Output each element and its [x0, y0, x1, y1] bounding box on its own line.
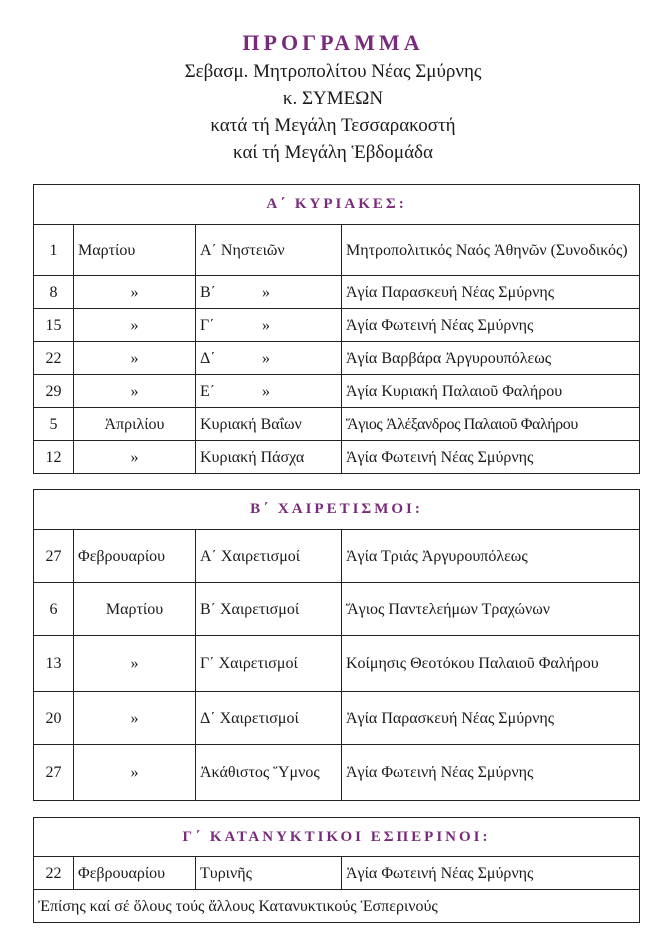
vespers-note: Ἐπίσης καί σέ ὅλους τούς ἄλλους Κατανυκτικούς Ἑσπερινούς [34, 890, 640, 923]
table-row [34, 692, 640, 745]
subtitle-line-4: καί τή Μεγάλη Ἑβδομάδα [233, 142, 433, 163]
day-cell: 27 [34, 745, 74, 801]
month-cell: » [74, 276, 196, 309]
salutations-table [33, 489, 640, 801]
day-cell: 12 [34, 441, 74, 474]
day-cell: 22 [34, 857, 74, 890]
service-cell: Β΄ Χαιρετισμοί [196, 583, 342, 636]
section-heading-row [34, 818, 640, 857]
ditto-mark: » [262, 283, 270, 301]
service-cell [196, 342, 342, 375]
month-cell: Μαρτίου [74, 225, 196, 276]
service-ordinal: Β΄ [200, 283, 216, 301]
place-cell: Ἅγιος Ἀλέξανδρος Παλαιοῦ Φαλήρου [342, 408, 640, 441]
service-ordinal: Δ΄ [200, 349, 216, 367]
vespers-heading: Γ΄ ΚΑΤΑΝΥΚΤΙΚΟΙ ΕΣΠΕΡΙΝΟΙ: [34, 818, 640, 857]
month-cell: » [74, 745, 196, 801]
month-cell: » [74, 441, 196, 474]
service-cell [196, 276, 342, 309]
table-row [34, 408, 640, 441]
table-row [34, 530, 640, 583]
day-cell: 5 [34, 408, 74, 441]
day-cell: 22 [34, 342, 74, 375]
day-cell: 15 [34, 309, 74, 342]
table-row [34, 636, 640, 692]
place-cell: Ἁγία Φωτεινή Νέας Σμύρνης [342, 309, 640, 342]
day-cell: 1 [34, 225, 74, 276]
sundays-table [33, 184, 640, 474]
month-cell: Φεβρουαρίου [74, 857, 196, 890]
note-row [34, 890, 640, 923]
service-cell [196, 375, 342, 408]
place-cell: Μητροπολιτικός Ναός Ἀθηνῶν (Συνοδικός) [342, 225, 640, 276]
table-row [34, 583, 640, 636]
sundays-heading: Α΄ ΚΥΡΙΑΚΕΣ: [34, 185, 640, 225]
document-header [0, 28, 666, 166]
month-cell: » [74, 636, 196, 692]
month-cell: Μαρτίου [74, 583, 196, 636]
day-cell: 27 [34, 530, 74, 583]
month-cell: » [74, 342, 196, 375]
subtitle-line-2: κ. ΣΥΜΕΩΝ [282, 88, 384, 109]
salutations-heading: Β΄ ΧΑΙΡΕΤΙΣΜΟΙ: [34, 490, 640, 530]
place-cell: Ἅγιος Παντελεήμων Τραχώνων [342, 583, 640, 636]
table-row [34, 342, 640, 375]
section-heading-row [34, 490, 640, 530]
service-cell: Ἀκάθιστος Ὕμνος [196, 745, 342, 801]
document-title: ΠΡΟΓΡΑΜΜΑ [242, 30, 424, 55]
service-cell: Δ΄ Χαιρετισμοί [196, 692, 342, 745]
day-cell: 29 [34, 375, 74, 408]
month-cell: Ἀπριλίου [74, 408, 196, 441]
table-row [34, 745, 640, 801]
day-cell: 8 [34, 276, 74, 309]
place-cell: Ἁγία Φωτεινή Νέας Σμύρνης [342, 857, 640, 890]
table-row [34, 857, 640, 890]
day-cell: 20 [34, 692, 74, 745]
table-row [34, 441, 640, 474]
table-row [34, 225, 640, 276]
service-cell: Κυριακή Βαΐων [196, 408, 342, 441]
place-cell: Ἁγία Φωτεινή Νέας Σμύρνης [342, 441, 640, 474]
month-cell: » [74, 309, 196, 342]
ditto-mark: » [262, 316, 270, 334]
place-cell: Κοίμησις Θεοτόκου Παλαιοῦ Φαλήρου [342, 636, 640, 692]
place-cell: Ἁγία Βαρβάρα Ἀργυρουπόλεως [342, 342, 640, 375]
vespers-table [33, 817, 640, 923]
table-row [34, 309, 640, 342]
table-row [34, 375, 640, 408]
service-cell [196, 309, 342, 342]
day-cell: 13 [34, 636, 74, 692]
place-cell: Ἁγία Τριάς Ἀργυρουπόλεως [342, 530, 640, 583]
table-row [34, 276, 640, 309]
ditto-mark: » [262, 349, 270, 367]
service-ordinal: Γ΄ [200, 316, 215, 334]
subtitle-line-1: Σεβασμ. Μητροπολίτου Νέας Σμύρνης [184, 61, 482, 82]
service-cell: Κυριακή Πάσχα [196, 441, 342, 474]
place-cell: Ἁγία Κυριακή Παλαιοῦ Φαλήρου [342, 375, 640, 408]
day-cell: 6 [34, 583, 74, 636]
service-cell: Α΄ Χαιρετισμοί [196, 530, 342, 583]
place-cell: Ἁγία Παρασκευή Νέας Σμύρνης [342, 276, 640, 309]
section-heading-row [34, 185, 640, 225]
service-cell: Γ΄ Χαιρετισμοί [196, 636, 342, 692]
place-cell: Ἁγία Φωτεινή Νέας Σμύρνης [342, 745, 640, 801]
ditto-mark: » [262, 382, 270, 400]
month-cell: » [74, 375, 196, 408]
place-cell: Ἁγία Παρασκευή Νέας Σμύρνης [342, 692, 640, 745]
service-cell: Α΄ Νηστειῶν [196, 225, 342, 276]
month-cell: » [74, 692, 196, 745]
service-cell: Τυρινῆς [196, 857, 342, 890]
service-ordinal: Ε΄ [200, 382, 216, 400]
month-cell: Φεβρουαρίου [74, 530, 196, 583]
subtitle-line-3: κατά τή Μεγάλη Τεσσαρακοστή [210, 115, 456, 136]
